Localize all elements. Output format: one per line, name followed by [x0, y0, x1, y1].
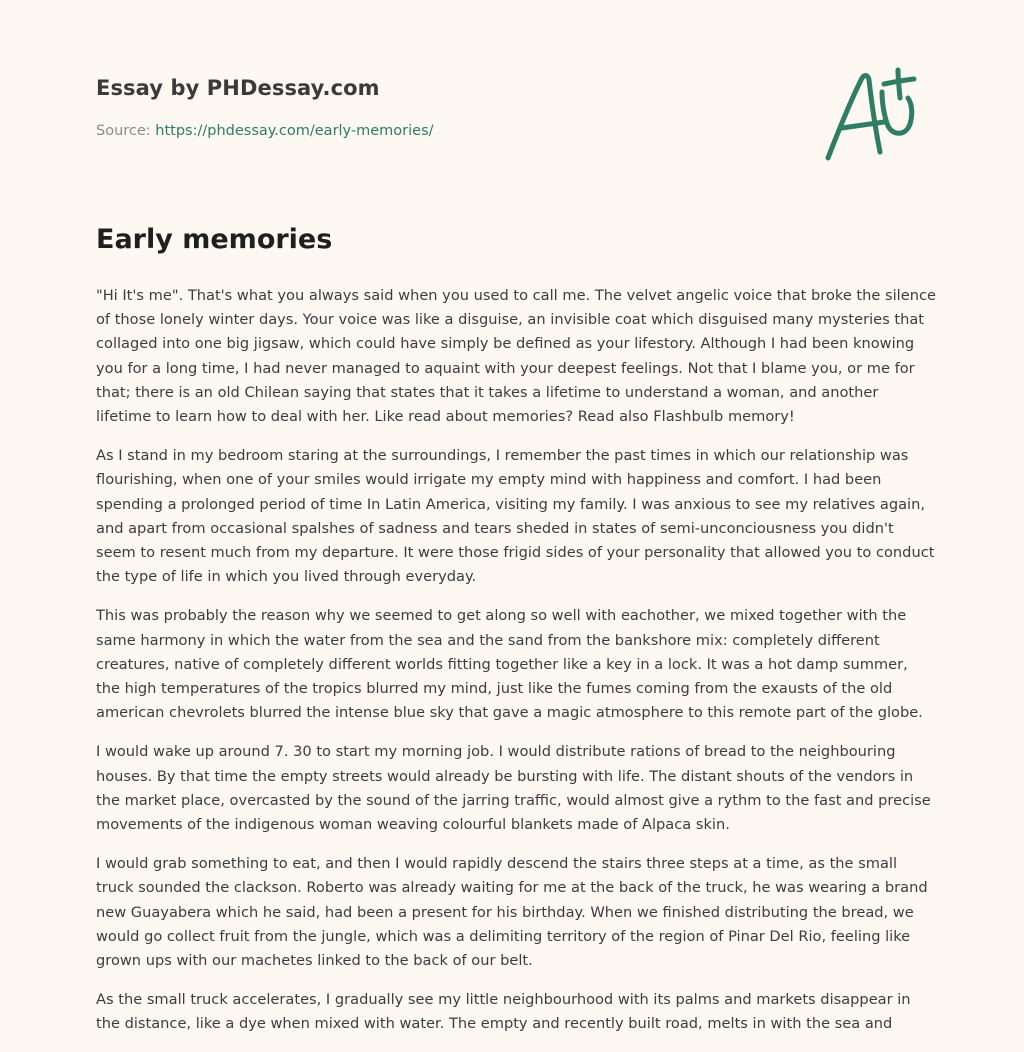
essay-body [96, 284, 936, 1052]
essay-page [96, 0, 936, 1033]
a-plus-logo-icon [824, 66, 928, 166]
source-label: Source: [96, 123, 151, 139]
essay-paragraph-6: As the small truck accelerates, I gradually see my little neighbourhood with its palms and markets disappear in the distance, like a dye when mixed with water. The empty and recently built road, melts in with the sea and [96, 991, 911, 1033]
essay-paragraph-5: I would grab something to eat, and then I would rapidly descend the stairs three steps at a time, as the small truck sounded the clackson. Roberto was already waiting for me at the back of the truck, he was wearing a brand new Guayabera which he said, had been a present for his birthday. When we finished distributing the bread, we would go collect fruit from the jungle, which was a delimiting territory of the region of Pinar Del Rio, feeling like grown ups with our machetes linked to the back of our belt. [96, 855, 928, 970]
essay-title: Early memories [96, 224, 333, 255]
site-title: Essay by PHDessay.com [96, 76, 380, 100]
source-link[interactable]: https://phdessay.com/early-memories/ [155, 123, 434, 139]
source-line [96, 123, 434, 139]
essay-paragraph-2: As I stand in my bedroom staring at the surroundings, I remember the past times in which our relationship was flourishing, when one of your smiles would irrigate my empty mind with happiness and comfort. I had been spending a prolonged period of time In Latin America, visiting my family. I was anxious to see my relatives again, and apart from occasional spalshes of sadness and tears sheded in states of semi-unconciousness you didn't seem to resent much from my departure. It were those frigid sides of your personality that allowed you to conduct the type of life in which you lived through everyday. [96, 447, 935, 586]
essay-paragraph-1: "Hi It's me". That's what you always said when you used to call me. The velvet angelic voice that broke the silence of those lonely winter days. Your voice was like a disguise, an invisible coat which disguised many mysteries that collaged into one big jigsaw, which could have simply be defined as your lifestory. Although I had been knowing you for a long time, I had never managed to aquaint with your deepest feelings. Not that I blame you, or me for that; there is an old Chilean saying that states that it takes a lifetime to understand a woman, and another lifetime to learn how to deal with her. Like read about memories? Read also Flashbulb memory! [96, 287, 936, 426]
essay-paragraph-3: This was probably the reason why we seemed to get along so well with eachother, we mixed together with the same harmony in which the water from the sea and the sand from the bankshore mix: completely different creatures, native of completely different worlds fitting together like a key in a lock. It was a hot damp summer, the high temperatures of the tropics blurred my mind, just like the fumes coming from the exausts of the old american chevrolets blurred the intense blue sky that gave a magic atmosphere to this remote part of the globe. [96, 607, 923, 722]
essay-paragraph-4: I would wake up around 7. 30 to start my morning job. I would distribute rations of bread to the neighbouring houses. By that time the empty streets would already be bursting with life. The distant shouts of the vendors in the market place, overcasted by the sound of the jarring traffic, would almost give a rythm to the fast and precise movements of the indigenous woman weaving colourful blankets made of Alpaca skin. [96, 743, 931, 834]
page-header [96, 0, 928, 200]
